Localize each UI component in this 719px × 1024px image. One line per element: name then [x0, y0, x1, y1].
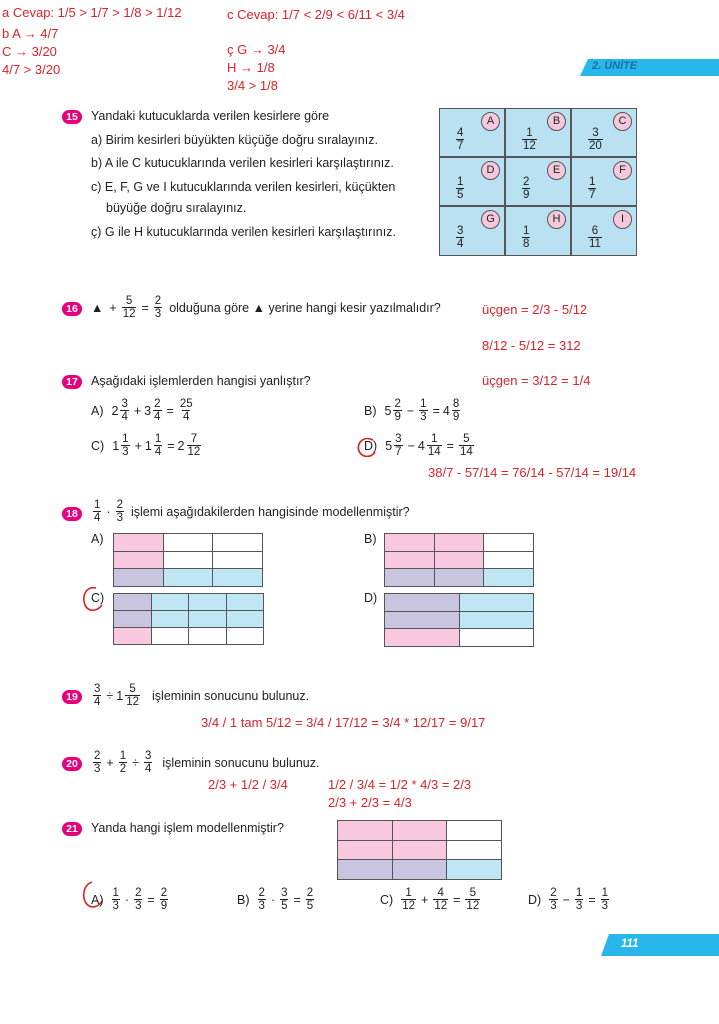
operator: + [106, 755, 114, 770]
box-label: E [547, 161, 566, 180]
hw-q16-line2: 8/12 - 5/12 = 312 [482, 338, 581, 353]
page-tab-shape [601, 934, 719, 956]
operator: − [406, 403, 415, 418]
q15-fraction-grid [439, 108, 637, 256]
fraction: $\frac{2}{5}$ [306, 887, 314, 912]
option-label: A) [91, 403, 104, 418]
fraction-box-d [439, 157, 505, 206]
q15-b: b) A ile C kutucuklarında verilen kesirleri karşılaştırınız. [91, 156, 394, 170]
q19-expression [91, 683, 309, 708]
hw-answer-c: c Cevap: 1/7 < 2/9 < 6/11 < 3/4 [227, 7, 405, 22]
fraction-box-f [571, 157, 637, 206]
fraction: $\frac{2}{3}$ [116, 499, 123, 524]
q17-option-a[interactable] [91, 398, 196, 423]
operator: + [134, 438, 142, 453]
hw-answer-a: a Cevap: 1/5 > 1/7 > 1/8 > 1/12 [2, 5, 182, 20]
fraction-box-a [439, 108, 505, 157]
triangle-icon: ▲ [91, 300, 104, 315]
hw-q20-line2: 1/2 / 3/4 = 1/2 * 4/3 = 2/3 [328, 777, 472, 792]
equals-sign: = [588, 892, 596, 907]
box-fraction: $\frac{1}{12}$ [523, 127, 536, 152]
q18-model-d [384, 593, 534, 647]
q17-text: Aşağıdaki işlemlerden hangisi yanlıştır? [91, 374, 311, 388]
fraction: $\frac{3}{7}$ [395, 433, 402, 458]
whole: 2 [111, 403, 119, 418]
equals-sign: = [293, 892, 301, 907]
q21-option-b[interactable] [237, 887, 316, 912]
q21-option-c[interactable] [380, 887, 482, 912]
whole: 1 [112, 438, 120, 453]
question-number-17: 17 [62, 375, 82, 389]
q20-expression [91, 750, 319, 775]
box-label: B [547, 112, 566, 131]
box-fraction: $\frac{3}{4}$ [457, 225, 464, 250]
fraction-box-h [505, 206, 571, 256]
operator: · [106, 504, 111, 519]
fraction: $\frac{3}{4}$ [121, 398, 128, 423]
fraction: $\frac{1}{3}$ [122, 433, 129, 458]
fraction: $\frac{1}{12}$ [402, 887, 415, 912]
page-number: 111 [621, 938, 639, 950]
fraction: $\frac{1}{4}$ [154, 433, 162, 458]
box-fraction: $\frac{1}{8}$ [523, 225, 530, 250]
q18-model-b [384, 533, 534, 587]
whole: 4 [442, 403, 450, 418]
fraction: $\frac{1}{3}$ [420, 398, 427, 423]
fraction: $\frac{25}{4}$ [179, 398, 193, 423]
fraction: $\frac{2}{3}$ [94, 750, 101, 775]
q15-a: a) Birim kesirleri büyükten küçüğe doğru sıralayınız. [91, 133, 378, 147]
fraction: $\frac{5}{14}$ [459, 433, 473, 458]
option-label: B) [364, 403, 377, 418]
fraction-box-i [571, 206, 637, 256]
q18-model-c [113, 593, 264, 645]
fraction: $\frac{2}{3}$ [135, 887, 142, 912]
equals-sign: = [141, 300, 149, 315]
fraction: $\frac{1}{3}$ [112, 887, 119, 912]
hw-q19-work: 3/4 / 1 tam 5/12 = 3/4 / 17/12 = 3/4 * 12/17 = 9/17 [201, 715, 486, 730]
hw-circle-mark [80, 585, 108, 615]
box-label: A [481, 112, 500, 131]
operator: · [124, 892, 130, 907]
option-label: C) [91, 438, 105, 453]
q15-c-line2: büyüğe doğru sıralayınız. [106, 201, 247, 215]
operator: ÷ [132, 755, 139, 770]
question-number-20: 20 [62, 757, 82, 771]
option-label: C) [380, 892, 394, 907]
hw-answer-cg-compare: 3/4 > 1/8 [227, 78, 278, 93]
box-label: C [613, 112, 632, 131]
q21-option-d[interactable] [528, 887, 611, 912]
fraction: $\frac{2}{3}$ [258, 887, 265, 912]
equals-sign: = [432, 403, 440, 418]
box-fraction: $\frac{1}{7}$ [589, 176, 596, 201]
operator: ÷ [106, 688, 114, 703]
whole: 1 [116, 688, 124, 703]
option-label: D) [528, 892, 542, 907]
whole: 2 [177, 438, 185, 453]
fraction: $\frac{5}{12}$ [466, 887, 480, 912]
box-label: H [547, 210, 566, 229]
operator: · [270, 892, 276, 907]
box-fraction: $\frac{4}{7}$ [457, 127, 464, 152]
fraction: $\frac{2}{3}$ [550, 887, 557, 912]
hw-answer-cg: ç G → 3/4 [227, 42, 286, 57]
hw-answer-b-c: C → 3/20 [2, 44, 57, 59]
fraction: $\frac{1}{14}$ [427, 433, 441, 458]
equals-sign: = [453, 892, 461, 907]
q21-option-a[interactable] [91, 887, 170, 912]
operator: − [407, 438, 415, 453]
box-fraction: $\frac{1}{5}$ [457, 176, 464, 201]
q17-option-b[interactable] [364, 398, 462, 423]
fraction-box-e [505, 157, 571, 206]
fraction: $\frac{4}{12}$ [434, 887, 448, 912]
whole: 5 [385, 438, 393, 453]
box-label: G [481, 210, 500, 229]
fraction-box-g [439, 206, 505, 256]
q18-model-a [113, 533, 263, 587]
equals-sign: = [446, 438, 454, 453]
hw-q17-work: 38/7 - 57/14 = 76/14 - 57/14 = 19/14 [428, 465, 637, 480]
fraction: $\frac{2}{4}$ [154, 398, 161, 423]
hw-q20-line3: 2/3 + 2/3 = 4/3 [328, 795, 412, 810]
fraction: $\frac{5}{12}$ [122, 295, 136, 320]
operator: + [133, 403, 142, 418]
question-number-21: 21 [62, 822, 82, 836]
hw-q20-line1: 2/3 + 1/2 / 3/4 [208, 777, 288, 792]
q15-c-line1: c) E, F, G ve I kutucuklarında verilen kesirleri, küçükten [91, 180, 396, 194]
fraction: $\frac{5}{12}$ [126, 683, 140, 708]
box-label: I [613, 210, 632, 229]
q18-option-a-label[interactable]: A) [91, 532, 104, 546]
question-number-15: 15 [62, 110, 82, 124]
whole: 5 [384, 403, 392, 418]
box-fraction: $\frac{3}{20}$ [589, 127, 602, 152]
fraction: $\frac{1}{4}$ [94, 499, 101, 524]
hw-circle-mark [355, 436, 381, 460]
fraction: $\frac{2}{9}$ [394, 398, 401, 423]
whole: 3 [144, 403, 152, 418]
option-label: D) [364, 438, 378, 453]
q18-text: işlemi aşağıdakilerden hangisinde modellenmiştir? [130, 504, 410, 519]
box-label: F [613, 161, 632, 180]
box-fraction: $\frac{2}{9}$ [523, 176, 530, 201]
q21-text: Yanda hangi işlem modellenmiştir? [91, 821, 284, 835]
fraction: $\frac{7}{12}$ [187, 433, 201, 458]
plus-sign: + [109, 300, 117, 315]
q18-option-d-label[interactable]: D) [364, 591, 378, 605]
fraction: $\frac{2}{3}$ [154, 295, 162, 320]
fraction: $\frac{8}{9}$ [452, 398, 460, 423]
fraction: $\frac{1}{2}$ [119, 750, 127, 775]
q18-option-b-label[interactable]: B) [364, 532, 377, 546]
operator: − [562, 892, 570, 907]
hw-q16-line1: üçgen = 2/3 - 5/12 [482, 302, 588, 317]
unit-tab [578, 59, 719, 76]
hw-answer-b-compare: 4/7 > 3/20 [2, 62, 61, 77]
q21-model [337, 820, 502, 880]
equals-sign: = [147, 892, 155, 907]
fraction-box-c [571, 108, 637, 157]
fraction: $\frac{3}{5}$ [281, 887, 288, 912]
question-number-16: 16 [62, 302, 82, 316]
equals-sign: = [166, 403, 174, 418]
fraction: $\frac{1}{3}$ [601, 887, 609, 912]
q15-intro: Yandaki kutucuklarda verilen kesirlere göre [91, 109, 330, 123]
fraction: $\frac{3}{4}$ [94, 683, 101, 708]
equals-sign: = [167, 438, 175, 453]
q19-text: işleminin sonucunu bulunuz. [152, 688, 310, 703]
question-number-19: 19 [62, 690, 82, 704]
operator: + [421, 892, 429, 907]
box-fraction: $\frac{6}{11}$ [589, 225, 601, 250]
hw-answer-b: b A → 4/7 [2, 26, 59, 41]
hw-q16-line3: üçgen = 3/12 = 1/4 [482, 373, 591, 388]
fraction: $\frac{2}{9}$ [160, 887, 168, 912]
q18-option-c-label[interactable]: C) [91, 591, 105, 605]
option-label: B) [237, 892, 250, 907]
q15-d: ç) G ile H kutucuklarında verilen kesirleri karşılaştırınız. [91, 225, 396, 239]
q18-expression [91, 499, 410, 524]
box-label: D [481, 161, 500, 180]
page-number-tab [601, 934, 719, 956]
unit-tab-label: 2. ÜNİTE [592, 60, 638, 72]
fraction: $\frac{3}{4}$ [145, 750, 152, 775]
q16-equation [91, 295, 441, 320]
whole: 4 [417, 438, 425, 453]
q20-text: işleminin sonucunu bulunuz. [162, 755, 320, 770]
q17-option-c[interactable] [91, 433, 203, 458]
hw-answer-h: H → 1/8 [227, 60, 275, 75]
q16-text: olduğuna göre ▲ yerine hangi kesir yazılmalıdır? [169, 300, 441, 315]
option-label: A) [91, 892, 104, 907]
whole: 1 [144, 438, 152, 453]
fraction: $\frac{1}{3}$ [575, 887, 583, 912]
question-number-18: 18 [62, 507, 82, 521]
fraction-box-b [505, 108, 571, 157]
